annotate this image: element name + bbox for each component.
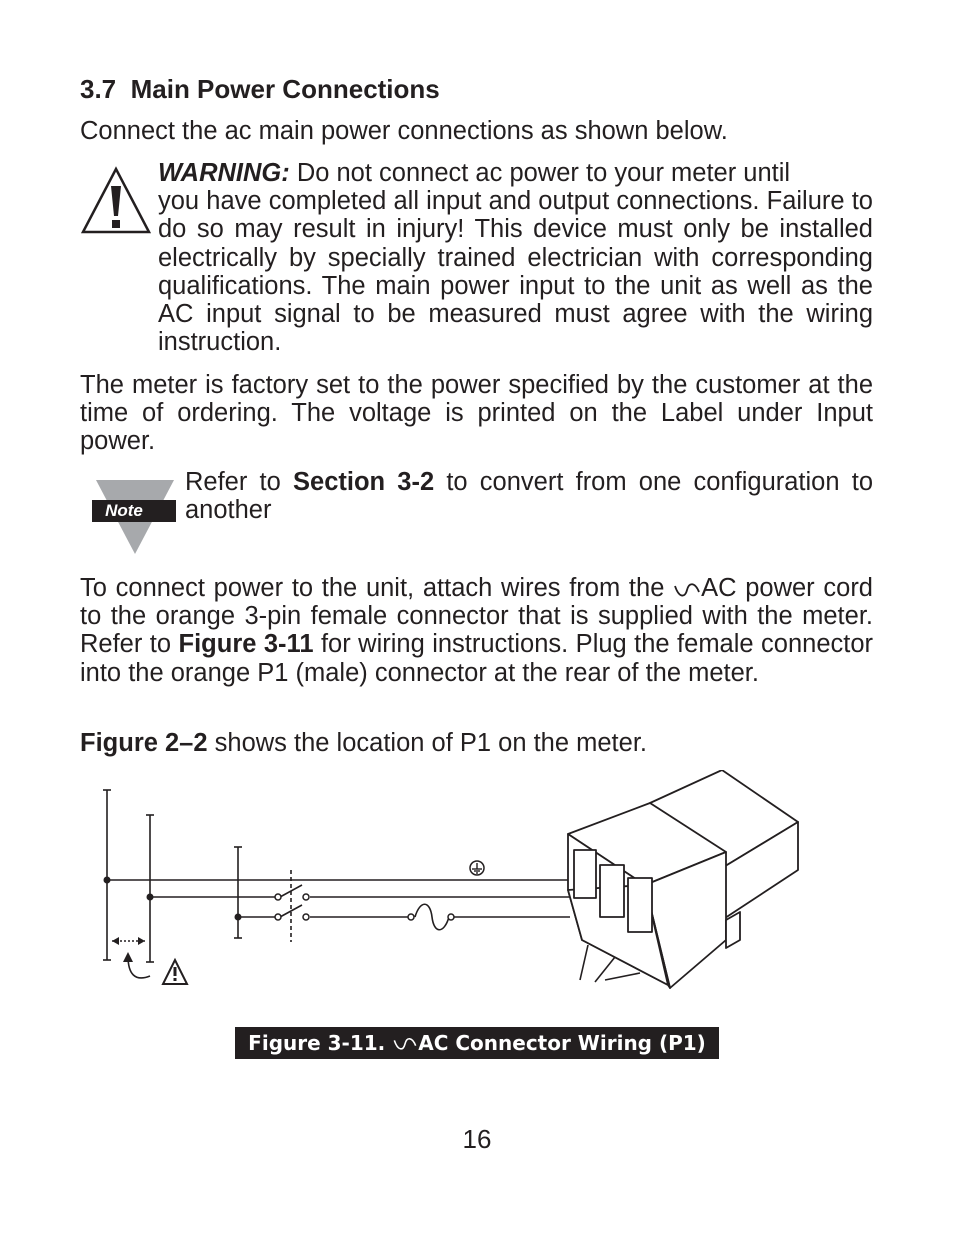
figure-caption [235,1027,719,1059]
figure-caption-text: AC Connector Wiring (P1) [418,1031,706,1055]
note-icon [92,480,178,556]
paragraph-power-setting: The meter is factory set to the power specified by the customer at the time of ordering. The voltage is printed on the Label under Input power. [80,371,873,456]
page-number: 16 [462,1124,492,1154]
note-text: Refer to Section 3-2 to convert from one configuration to another [185,468,873,525]
section-heading [80,74,440,105]
section-number: 3.7 [80,74,117,104]
figure-reference: Figure 3-11 [178,630,314,659]
ac-wave-icon [673,580,701,598]
paragraph-connect-power: To connect power to the unit, attach wires from the AC power cord to the orange 3-pin female connector that is supplied with the meter. Refer to Figure 3-11 for wiring instructions. Plug the female connector into the orange P1 (male) connector at the rear of the meter. [80,574,874,687]
warning-body: you have completed all input and output connections. Failure to do so may result in injury! This device must only be installed electrically by specially trained electrician with corresponding qualifications. The main power input to the unit as well as the AC input signal to be measured must agree with the wiring instruction. [158,187,873,357]
section-reference: Section 3-2 [293,468,435,496]
wiring-diagram [90,770,810,1020]
figure-2-2-reference: Figure 2–2 [80,729,208,757]
warning-line1: Do not connect ac power to your meter until [289,159,791,187]
figure-caption-prefix: Figure 3-11. [248,1031,393,1055]
warning-triangle-icon [80,166,152,234]
intro-text: Connect the ac main power connections as shown below. [80,117,728,145]
section-title: Main Power Connections [130,74,440,104]
warning-block [153,159,873,356]
ac-wave-icon-caption [392,1035,418,1051]
note-icon-label: Note [105,501,143,520]
paragraph-figure-location: Figure 2–2 shows the location of P1 on the meter. [80,729,647,757]
warning-label: WARNING: [158,159,290,187]
